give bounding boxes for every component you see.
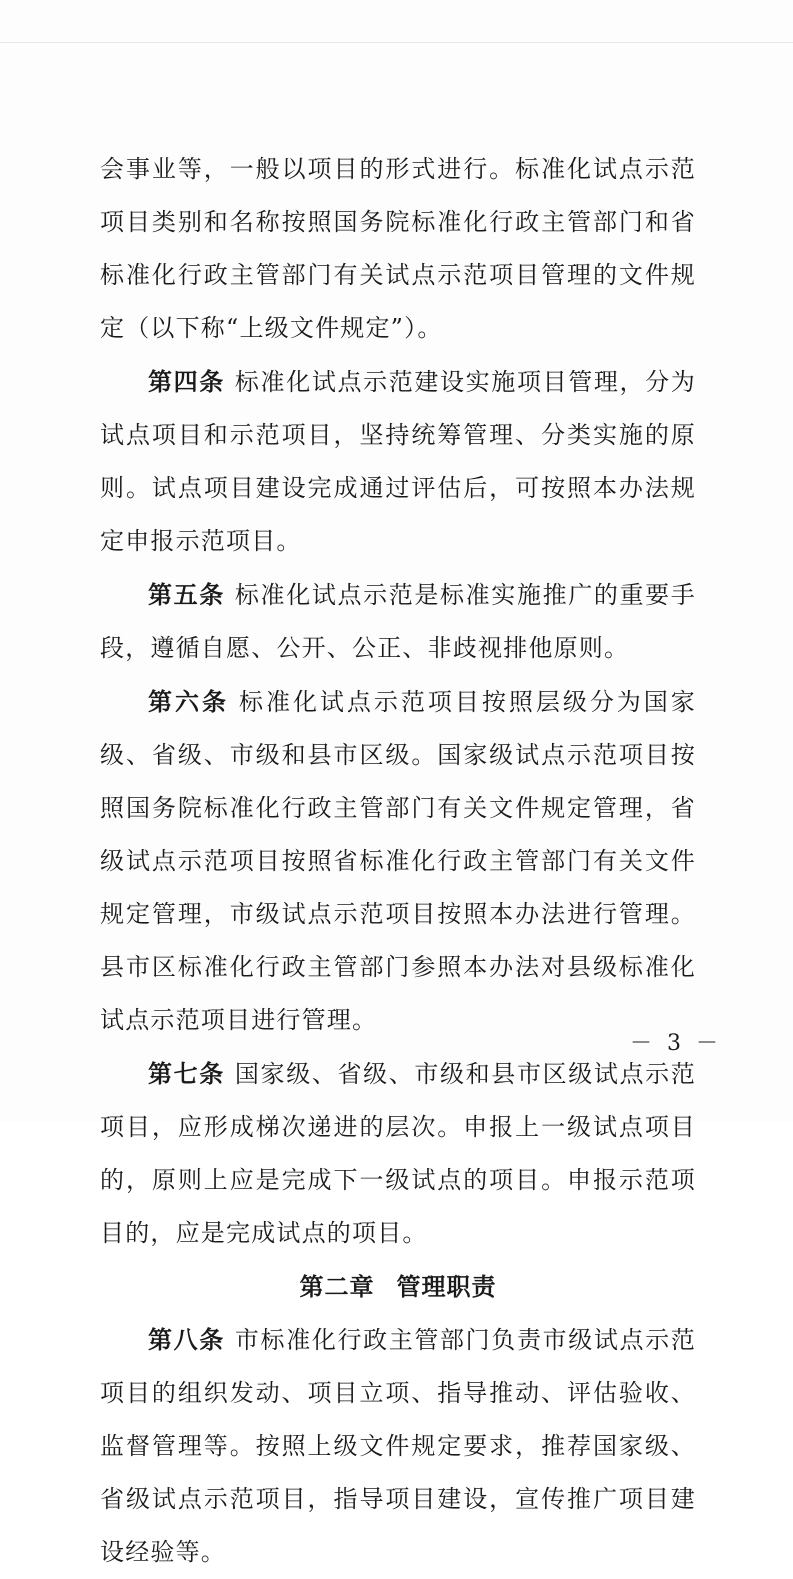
chapter-heading — [100, 1260, 696, 1313]
article-4 — [100, 355, 696, 568]
page-number: － 3 － — [630, 1031, 722, 1056]
article-text: 标准化试点示范建设实施项目管理，分为试点项目和示范项目，坚持统筹管理、分类实施的原则。试点项目建设完成通过评估后，可按照本办法规定申报示范项目。 — [100, 368, 696, 555]
article-5 — [100, 568, 696, 675]
paragraph-text: 会事业等，一般以项目的形式进行。标准化试点示范项目类别和名称按照国务院标准化行政主管部门和省标准化行政主管部门有关试点示范项目管理的文件规定（以下称“上级文件规定”）。 — [100, 155, 696, 342]
document-body — [100, 143, 696, 1579]
article-8 — [100, 1313, 696, 1579]
article-6 — [100, 675, 696, 1047]
article-number: 第六条 — [148, 687, 229, 716]
article-number: 第七条 — [148, 1059, 225, 1088]
article-number: 第八条 — [148, 1325, 225, 1354]
article-text: 市标准化行政主管部门负责市级试点示范项目的组织发动、项目立项、指导推动、评估验收、监督管理等。按照上级文件规定要求，推荐国家级、省级试点示范项目，指导项目建设，宣传推广项目建设经验等。 — [100, 1326, 696, 1566]
article-7 — [100, 1047, 696, 1260]
chapter-title: 管理职责 — [396, 1272, 497, 1301]
article-number: 第五条 — [148, 580, 225, 609]
article-text: 国家级、省级、市级和县市区级试点示范项目，应形成梯次递进的层次。申报上一级试点项目的，原则上应是完成下一级试点的项目。申报示范项目的，应是完成试点的项目。 — [100, 1060, 696, 1247]
article-text: 标准化试点示范项目按照层级分为国家级、省级、市级和县市区级。国家级试点示范项目按照国务院标准化行政主管部门有关文件规定管理，省级试点示范项目按照省标准化行政主管部门有关文件规定管理，市级试点示范项目按照本办法进行管理。县市区标准化行政主管部门参照本办法对县级标准化试点示范项目进行管理。 — [100, 688, 696, 1034]
article-number: 第四条 — [148, 367, 225, 396]
article-text: 标准化试点示范是标准实施推广的重要手段，遵循自愿、公开、公正、非歧视排他原则。 — [100, 581, 696, 662]
scan-edge-line — [0, 42, 793, 43]
paragraph-continued — [100, 143, 696, 355]
chapter-number: 第二章 — [299, 1272, 375, 1301]
